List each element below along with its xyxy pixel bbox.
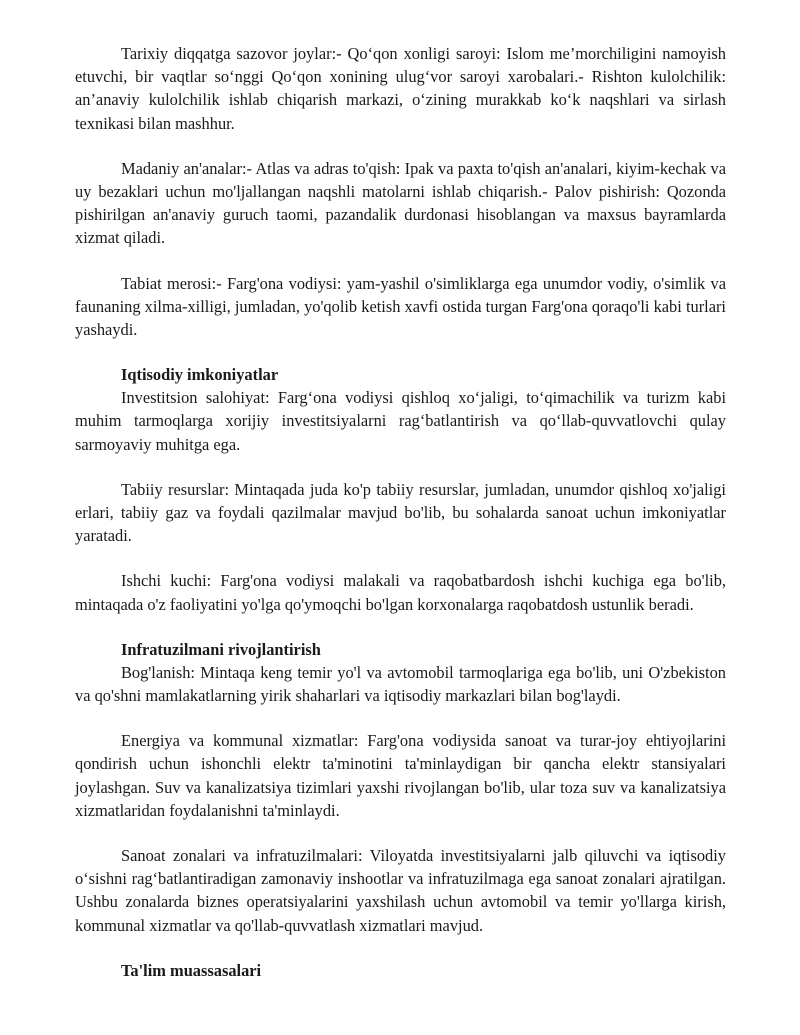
paragraph-natural-heritage: Tabiat merosi:- Farg'ona vodiysi: yam-yashil o'simliklarga ega unumdor vodiy, o'simlik va faunaning xilma-xilligi, jumladan, yo'qolib ketish xavfi ostida turgan Farg'ona qoraqo'li kabi turlari yashaydi.	[75, 273, 726, 340]
paragraph-natural-resources: Tabiiy resurslar: Mintaqada juda ko'p tabiiy resurslar, jumladan, unumdor qishloq xo'jaligi erlari, tabiiy gaz va foydali qazilmalar mavjud bo'lib, bu sohalarda sanoat uchun imkoniyatlar yaratadi.	[75, 479, 726, 546]
paragraph-energy-utilities: Energiya va kommunal xizmatlar: Farg'ona vodiysida sanoat va turar-joy ehtiyojlarini qondirish uchun ishonchli elektr ta'minotini ta'minlaydigan bir qancha elektr stansiyalari joylashgan. Suv va kanalizatsiya tizimlari yaxshi rivojlangan bo'lib, ular toza suv va kanalizatsiya xizmatlaridan foydalanishni ta'minlaydi.	[75, 731, 726, 820]
paragraph-investment-potential: Investitsion salohiyat: Farg‘ona vodiysi qishloq xo‘jaligi, to‘qimachilik va turizm kabi muhim tarmoqlarga xorijiy investitsiyalarni rag‘batlantirish va qo‘llab-quvvatlovchi qulay sarmoyaviy muhitga ega.	[75, 388, 726, 454]
heading-infrastructure-development: Infratuzilmani rivojlantirish	[121, 639, 321, 659]
paragraph-industrial-zones: Sanoat zonalari va infratuzilmalari: Viloyatda investitsiyalarni jalb qiluvchi va iqtisodiy o‘sishni rag‘batlantiradigan zamonaviy inshootlar va infratuzilmaga ega sanoat zonalari ajratilgan. Ushbu zonalarda biznes operatsiyalarini yaxshilash uchun avtomobil va temir yo'llarga kirish, kommunal xizmatlar va qo'llab-quvvatlash xizmatlari mavjud.	[75, 846, 726, 935]
document-page	[75, 42, 726, 982]
heading-economic-opportunities: Iqtisodiy imkoniyatlar	[121, 365, 279, 385]
paragraph-historical-landmarks: Tarixiy diqqatga sazovor joylar:- Qo‘qon xonligi saroyi: Islom me’morchiligini namoyish etuvchi, bir vaqtlar so‘nggi Qo‘qon xonining ulug‘vor saroyi xarobalari.- Rishton kulolchilik: an’anaviy kulolchilik ishlab chiqarish markazi, o‘zining murakkab ko‘k naqshlari va sirlash texnikasi bilan mashhur.	[75, 44, 726, 133]
heading-educational-institutions: Ta'lim muassasalari	[121, 960, 262, 980]
paragraph-connectivity: Bog'lanish: Mintaqa keng temir yo'l va avtomobil tarmoqlariga ega bo'lib, uni O'zbekiston va qo'shni mamlakatlarning yirik shaharlari va iqtisodiy markazlari bilan bog'laydi.	[75, 662, 726, 706]
paragraph-cultural-traditions: Madaniy an'analar:- Atlas va adras to'qish: Ipak va paxta to'qish an'analari, kiyim-kechak va uy bezaklari uchun mo'ljallangan naqshli matolarni ishlab chiqarish.- Palov pishirish: Qozonda pishirilgan an'anaviy guruch taomi, pazandalik durdonasi hisoblangan va maxsus bayramlarda xizmat qiladi.	[75, 158, 726, 248]
paragraph-workforce: Ishchi kuchi: Farg'ona vodiysi malakali va raqobatbardosh ishchi kuchiga ega bo'lib, mintaqada o'z faoliyatini yo'lga qo'ymoqchi bo'lgan korxonalarga raqobatdosh ustunlik beradi.	[75, 571, 726, 614]
